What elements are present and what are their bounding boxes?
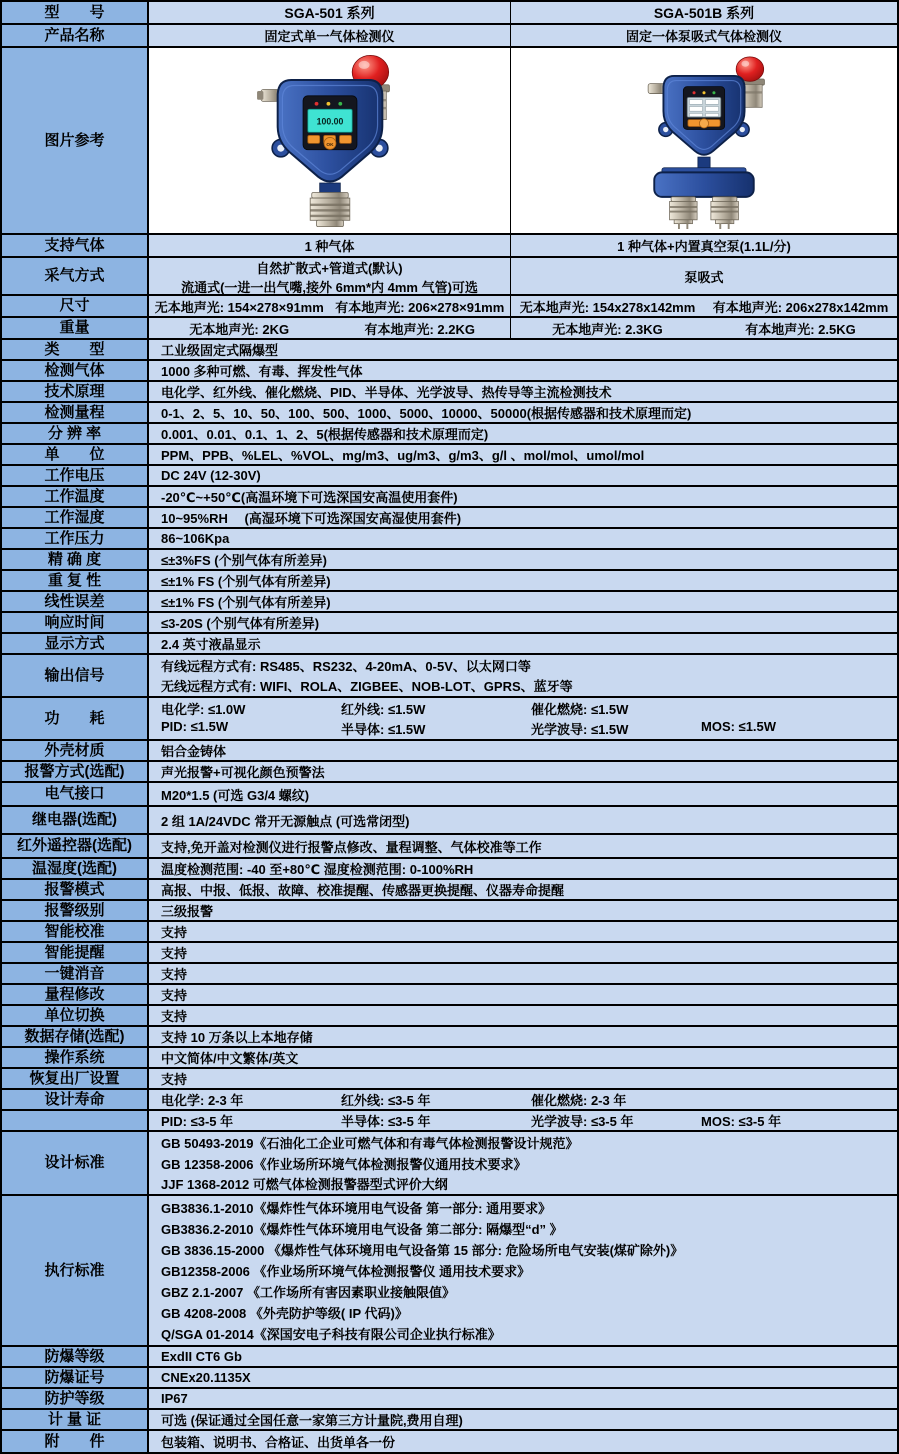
spec-row <box>2 1368 897 1389</box>
row-label: 电气接口 <box>2 783 149 805</box>
value-cell <box>149 835 897 857</box>
spec-text-group <box>161 1111 897 1130</box>
key-left <box>307 135 319 143</box>
spec-row <box>2 613 897 634</box>
spec-text: 有线远程方式有: RS485、RS232、4-20mA、0-5V、以太网口等 <box>161 659 531 674</box>
spec-text: 支持 <box>161 1009 188 1024</box>
spec-text: 半导体: ≤1.5W <box>341 722 426 737</box>
row-label: 产品名称 <box>2 25 149 46</box>
spec-text: 无本地声光: 2.3KG <box>552 321 663 337</box>
value-cell <box>149 424 897 443</box>
value-cell <box>149 382 897 401</box>
spec-text: GB3836.2-2010《爆炸性气体环境用电气设备 第二部分: 隔爆型“d” 》 <box>161 1222 563 1237</box>
spec-row <box>2 48 897 235</box>
row-label: 一键消音 <box>2 964 149 983</box>
row-label: 线性误差 <box>2 592 149 611</box>
spec-text: 铝合金铸体 <box>161 744 227 759</box>
pump-base <box>654 167 753 196</box>
value-cell <box>511 2 897 23</box>
value-cell <box>149 1196 897 1345</box>
spec-text: 无本地声光: 154x278x142mm <box>519 299 696 315</box>
row-label: 报警方式(选配) <box>2 762 149 781</box>
spec-row <box>2 1027 897 1048</box>
row-label: 技术原理 <box>2 382 149 401</box>
row-label: 工作压力 <box>2 529 149 548</box>
spec-text-group <box>161 699 897 718</box>
spec-text: 催化燃烧: ≤1.5W <box>531 702 629 717</box>
value-cell <box>149 235 511 256</box>
spec-text: 0.001、0.01、0.1、1、2、5(根据传感器和技术原理而定) <box>161 427 489 442</box>
spec-text: GB 3836.15-2000 《爆炸性气体环境用电气设备第 15 部分: 危险场所电气安装(煤矿除外)》 <box>161 1243 684 1258</box>
value-cell <box>149 1431 897 1452</box>
value-cell <box>149 943 897 962</box>
value-cell <box>149 880 897 899</box>
spec-text: 支持 10 万条以上本地存储 <box>161 1030 313 1045</box>
spec-row <box>2 1090 897 1111</box>
key-ok <box>699 118 708 127</box>
spec-row <box>2 1196 897 1347</box>
spec-text: 支持 <box>161 925 188 940</box>
spec-text: 有本地声光: 2.5KG <box>745 321 856 337</box>
spec-row <box>2 943 897 964</box>
led-power <box>338 101 342 105</box>
spec-text: 支持 <box>161 988 188 1003</box>
value-cell <box>149 466 897 485</box>
spec-text: 光学波导: ≤3-5 年 <box>531 1114 634 1129</box>
spec-text: 温度检测范围: -40 至+80℃ 湿度检测范围: 0-100%RH <box>161 862 474 877</box>
spec-text-group <box>161 719 897 738</box>
value-cell <box>149 1368 897 1387</box>
row-label: 图片参考 <box>2 48 149 233</box>
value-cell <box>149 807 897 833</box>
row-label: 计 量 证 <box>2 1410 149 1429</box>
value-cell <box>511 258 897 294</box>
spec-text: 0-1、2、5、10、50、100、500、1000、5000、10000、50000(根据传感器和技术原理而定) <box>161 406 692 421</box>
row-label: 单位切换 <box>2 1006 149 1025</box>
value-cell <box>149 361 897 380</box>
spec-row <box>2 571 897 592</box>
gas-sensor-left <box>670 196 698 228</box>
spec-text-group <box>161 1090 897 1109</box>
spec-text: JJF 1368-2012 可燃气体检测报警器型式评价大纲 <box>161 1176 448 1192</box>
spec-text: GB 4208-2008 《外壳防护等级( IP 代码)》 <box>161 1306 408 1321</box>
spec-text: ≤±1% FS (个别气体有所差异) <box>161 574 331 589</box>
svg-text:OK: OK <box>325 142 334 148</box>
row-label: 操作系统 <box>2 1048 149 1067</box>
spec-row <box>2 25 897 48</box>
row-label: 显示方式 <box>2 634 149 653</box>
spec-row <box>2 835 897 859</box>
spec-row <box>2 964 897 985</box>
row-label: 智能提醒 <box>2 943 149 962</box>
row-label: 附 件 <box>2 1431 149 1452</box>
spec-text: 电化学、红外线、催化燃烧、PID、半导体、光学波导、热传导等主流检测技术 <box>161 385 612 400</box>
spec-row <box>2 741 897 762</box>
value-cell <box>149 1027 897 1046</box>
product-image-cell <box>511 48 897 233</box>
product-image-sga501b <box>622 53 786 229</box>
spec-text: 包装箱、说明书、合格证、出货单各一份 <box>161 1435 396 1450</box>
led-alarm <box>314 101 318 105</box>
row-label: 防爆等级 <box>2 1347 149 1366</box>
row-label: 红外遥控器(选配) <box>2 835 149 857</box>
display-panel <box>303 95 357 149</box>
value-cell <box>149 487 897 506</box>
row-label: 温湿度(选配) <box>2 859 149 878</box>
spec-row <box>2 318 897 340</box>
spec-text: 1 种气体+内置真空泵(1.1L/分) <box>617 239 791 254</box>
spec-text: 2 组 1A/24VDC 常开无源触点 (可选常闭型) <box>161 813 410 829</box>
spec-row <box>2 2 897 25</box>
value-cell <box>149 634 897 653</box>
spec-text: ≤±1% FS (个别气体有所差异) <box>161 595 331 610</box>
spec-text: GB 50493-2019《石油化工企业可燃气体和有毒气体检测报警设计规范》 <box>161 1136 579 1152</box>
spec-text: DC 24V (12-30V) <box>161 468 261 483</box>
spec-text: 86~106Kpa <box>161 531 230 546</box>
spec-row <box>2 529 897 550</box>
row-label: 设计标准 <box>2 1132 149 1194</box>
value-cell <box>149 508 897 527</box>
value-cell <box>149 296 511 316</box>
spec-row <box>2 235 897 258</box>
spec-text: 有本地声光: 206×278×91mm <box>335 299 505 315</box>
value-cell <box>149 1410 897 1429</box>
value-cell <box>149 901 897 920</box>
spec-text: GB3836.1-2010《爆炸性气体环境用电气设备 第一部分: 通用要求》 <box>161 1201 552 1216</box>
spec-row <box>2 985 897 1006</box>
spec-text: GB12358-2006 《作业场所环境气体检测报警仪 通用技术要求》 <box>161 1264 531 1279</box>
value-cell <box>149 1006 897 1025</box>
spec-row <box>2 762 897 783</box>
value-cell <box>149 318 511 338</box>
spec-text: 泵吸式 <box>684 269 724 285</box>
spec-text: 有本地声光: 2.2KG <box>364 321 475 337</box>
spec-text: 10~95%RH (高湿环境下可选深国安高湿使用套件) <box>161 511 462 526</box>
spec-row <box>2 424 897 445</box>
spec-row <box>2 807 897 835</box>
row-label: 尺寸 <box>2 296 149 316</box>
value-cell <box>149 340 897 359</box>
value-cell <box>149 613 897 632</box>
value-cell <box>511 235 897 256</box>
spec-row <box>2 1111 897 1132</box>
spec-text: 无本地声光: 2KG <box>189 321 290 337</box>
row-label: 工作电压 <box>2 466 149 485</box>
spec-row <box>2 634 897 655</box>
row-label <box>2 1111 149 1130</box>
row-label: 防爆证号 <box>2 1368 149 1387</box>
gas-sensor <box>310 183 350 227</box>
spec-row <box>2 1048 897 1069</box>
row-label: 类 型 <box>2 340 149 359</box>
value-cell <box>149 550 897 569</box>
spec-text: 流通式(一进一出气嘴,接外 6mm*内 4mm 气管)可选 <box>181 280 478 294</box>
spec-text: ≤3-20S (个别气体有所差异) <box>161 616 320 631</box>
value-cell <box>149 698 897 739</box>
spec-text: 1000 多种可燃、有毒、挥发性气体 <box>161 364 363 379</box>
spec-text: PPM、PPB、%LEL、%VOL、mg/m3、ug/m3、g/m3、g/l 、mol/mol、umol/mol <box>161 448 645 463</box>
cable-gland <box>648 83 665 93</box>
spec-row <box>2 508 897 529</box>
spec-row <box>2 361 897 382</box>
spec-text: ≤±3%FS (个别气体有所差异) <box>161 553 327 568</box>
spec-text: 中文简体/中文繁体/英文 <box>161 1051 299 1066</box>
row-label: 分 辨 率 <box>2 424 149 443</box>
spec-text: 半导体: ≤3-5 年 <box>341 1114 431 1129</box>
row-label: 重量 <box>2 318 149 338</box>
spec-row <box>2 466 897 487</box>
spec-row <box>2 1431 897 1452</box>
row-label: 采气方式 <box>2 258 149 294</box>
spec-text: 1 种气体 <box>304 239 355 254</box>
value-cell <box>149 783 897 805</box>
spec-text: PID: ≤1.5W <box>161 719 229 734</box>
spec-row <box>2 1006 897 1027</box>
led-warn <box>326 101 330 105</box>
row-label: 支持气体 <box>2 235 149 256</box>
value-cell <box>149 985 897 1004</box>
product-image-sga501 <box>252 53 408 229</box>
value-cell <box>149 445 897 464</box>
value-cell <box>149 258 511 294</box>
spec-text: 支持,免开盖对检测仪进行报警点修改、量程调整、气体校准等工作 <box>161 839 542 855</box>
row-label: 精 确 度 <box>2 550 149 569</box>
spec-row <box>2 258 897 296</box>
value-cell <box>149 1347 897 1366</box>
value-cell <box>149 741 897 760</box>
spec-row <box>2 880 897 901</box>
spec-text: Q/SGA 01-2014《深国安电子科技有限公司企业执行标准》 <box>161 1327 501 1342</box>
row-label: 工作湿度 <box>2 508 149 527</box>
spec-text: IP67 <box>161 1391 188 1406</box>
spec-row <box>2 296 897 318</box>
row-label: 输出信号 <box>2 655 149 696</box>
spec-text: PID: ≤3-5 年 <box>161 1114 234 1129</box>
spec-row <box>2 859 897 880</box>
value-cell <box>149 592 897 611</box>
spec-text: 无线远程方式有: WIFI、ROLA、ZIGBEE、NOB-LOT、GPRS、蓝牙等 <box>161 679 573 694</box>
row-label: 智能校准 <box>2 922 149 941</box>
spec-row <box>2 592 897 613</box>
spec-text: 红外线: ≤1.5W <box>341 702 426 717</box>
row-label: 工作温度 <box>2 487 149 506</box>
row-label: 恢复出厂设置 <box>2 1069 149 1088</box>
value-cell <box>511 296 897 316</box>
value-cell <box>149 964 897 983</box>
value-cell <box>149 1069 897 1088</box>
spec-row <box>2 550 897 571</box>
spec-text: CNEx20.1135X <box>161 1370 251 1385</box>
spec-text: MOS: ≤3-5 年 <box>701 1114 782 1129</box>
value-cell <box>149 922 897 941</box>
spec-row <box>2 783 897 807</box>
spec-row <box>2 1389 897 1410</box>
spec-row <box>2 901 897 922</box>
value-cell <box>149 1048 897 1067</box>
spec-text: 支持 <box>161 1072 188 1087</box>
spec-row <box>2 1132 897 1196</box>
value-cell <box>149 2 511 23</box>
spec-text: 固定一体泵吸式气体检测仪 <box>625 29 782 44</box>
key-right <box>339 135 351 143</box>
spec-text: MOS: ≤1.5W <box>701 719 777 734</box>
gas-sensor-right <box>711 196 739 228</box>
spec-text: 声光报警+可视化颜色预警法 <box>161 765 325 780</box>
spec-text: ExdII CT6 Gb <box>161 1349 242 1364</box>
row-label: 检测量程 <box>2 403 149 422</box>
spec-row <box>2 487 897 508</box>
spec-text: 光学波导: ≤1.5W <box>531 722 629 737</box>
spec-text: 支持 <box>161 946 188 961</box>
spec-row <box>2 340 897 361</box>
row-label: 量程修改 <box>2 985 149 1004</box>
value-cell <box>149 571 897 590</box>
spec-row <box>2 655 897 698</box>
spec-text: 2.4 英寸液晶显示 <box>161 637 261 652</box>
spec-row <box>2 1347 897 1368</box>
spec-row <box>2 1069 897 1090</box>
value-cell <box>149 529 897 548</box>
row-label: 继电器(选配) <box>2 807 149 833</box>
spec-row <box>2 922 897 943</box>
spec-text: 高报、中报、低报、故障、校准提醒、传感器更换提醒、仪器寿命提醒 <box>161 883 565 898</box>
value-cell <box>149 1132 897 1194</box>
value-cell <box>511 318 897 338</box>
row-label: 外壳材质 <box>2 741 149 760</box>
row-label: 重 复 性 <box>2 571 149 590</box>
spec-text: 电化学: 2-3 年 <box>161 1093 244 1108</box>
spec-text: GB 12358-2006《作业场所环境气体检测报警仪通用技术要求》 <box>161 1156 527 1172</box>
value-cell <box>149 859 897 878</box>
spec-text: 支持 <box>161 967 188 982</box>
spec-row <box>2 445 897 466</box>
value-cell <box>149 25 511 46</box>
row-label: 执行标准 <box>2 1196 149 1345</box>
value-cell <box>149 1111 897 1130</box>
row-label: 数据存储(选配) <box>2 1027 149 1046</box>
spec-text: GBZ 2.1-2007 《工作场所有害因素职业接触限值》 <box>161 1285 455 1300</box>
value-cell <box>149 1389 897 1408</box>
product-image-cell <box>149 48 511 233</box>
spec-text: 有本地声光: 206x278x142mm <box>712 299 889 315</box>
lcd-reading: 100.00 <box>316 115 343 126</box>
spec-text: 无本地声光: 154×278×91mm <box>154 299 324 315</box>
value-cell <box>149 762 897 781</box>
value-cell <box>149 403 897 422</box>
spec-text: 红外线: ≤3-5 年 <box>341 1093 431 1108</box>
row-label: 检测气体 <box>2 361 149 380</box>
spec-row <box>2 382 897 403</box>
display-panel <box>683 86 724 129</box>
spec-text: SGA-501 系列 <box>284 4 375 21</box>
spec-text: 固定式单一气体检测仪 <box>264 29 395 44</box>
row-label: 型 号 <box>2 2 149 23</box>
spec-text: SGA-501B 系列 <box>653 4 755 21</box>
spec-text: -20℃~+50℃(高温环境下可选深国安高温使用套件) <box>161 490 458 505</box>
spec-row <box>2 1410 897 1431</box>
row-label: 单 位 <box>2 445 149 464</box>
spec-row <box>2 698 897 741</box>
spec-text: 工业级固定式隔爆型 <box>161 343 279 358</box>
spec-text: 电化学: ≤1.0W <box>161 702 246 717</box>
spec-text: 可选 (保证通过全国任意一家第三方计量院,费用自理) <box>161 1413 463 1428</box>
row-label: 响应时间 <box>2 613 149 632</box>
spec-text: M20*1.5 (可选 G3/4 螺纹) <box>161 787 310 803</box>
row-label: 报警级别 <box>2 901 149 920</box>
row-label: 报警模式 <box>2 880 149 899</box>
value-cell <box>511 25 897 46</box>
value-cell <box>149 1090 897 1109</box>
row-label: 防护等级 <box>2 1389 149 1408</box>
spec-text: 三级报警 <box>161 904 214 919</box>
value-cell <box>149 655 897 696</box>
spec-text: 催化燃烧: 2-3 年 <box>531 1093 627 1108</box>
spec-row <box>2 403 897 424</box>
row-label: 功 耗 <box>2 698 149 739</box>
row-label: 设计寿命 <box>2 1090 149 1109</box>
spec-text: 自然扩散式+管道式(默认) <box>256 261 403 276</box>
